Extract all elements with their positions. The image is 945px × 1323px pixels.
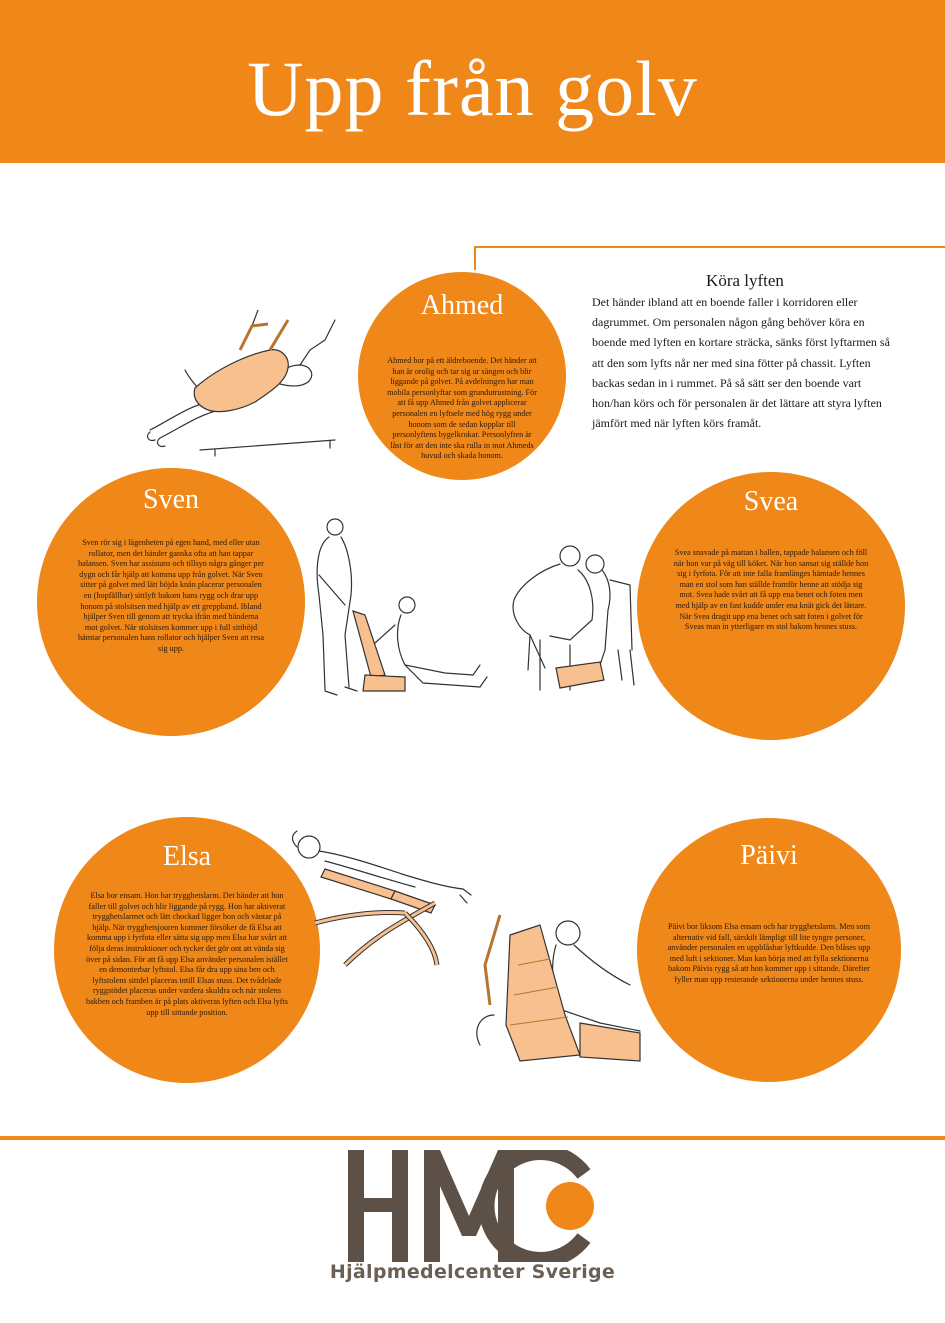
header-band [0, 0, 945, 163]
section-text: Det händer ibland att en boende faller i korridoren eller dagrummet. Om personalen någon gång behöver köra en boende med lyften en kortare sträcka, sänks först lyftarmen så att den som lyfts når ner med sina fötter på chassit. Lyften backas sedan in i rummet. På så sätt ser den boende vart hon/han körs och för personalen är det lättare att styra lyften jämfört med när lyften körs framåt. [592, 295, 890, 431]
story-name: Päivi [740, 840, 798, 871]
story-card-paivi [637, 818, 901, 1082]
seat-lift-illustration [305, 515, 495, 705]
page-title: Upp från golv [247, 45, 698, 132]
story-text: Sven rör sig i lägenheten på egen hand, med eller utan rollator, men det händer ganska ofta att han tappar balansen. Sven har assistans och tillsyn några gånger per dygn och får hjälp att komma upp från golvet. När Sven sitter på golvet med lätt böjda knän placerar personalen en (hopfällbar) sittlyft bakom hans rygg och drar upp honom på stolsitsen med hjälp av ett greppband. Ibland hjälper Sven till genom att trycka ifrån med händerna mot golvet. När stolsitsen kommer upp i full sitthöjd hämtar personalen hans rollator och hjälper Sven att resa sig upp. [78, 538, 264, 653]
logo-tagline: Hjälpmedelcenter Sverige [329, 1261, 616, 1283]
story-card-sven [37, 468, 305, 736]
hmc-logo [348, 1150, 598, 1262]
footer-divider [0, 1136, 945, 1140]
chair-support-illustration [500, 540, 640, 705]
story-text: Svea snavade på mattan i hallen, tappade balansen och föll när hon var på väg till köket. När hon sansat sig ställde hon sig i fyrfota. För att inte falla framlänges hämtade hennes man en stol som han ställde framför henne att stödja sig mot. Svea hade svårt att få upp ena benet och foten men med hjälp av en fast kudde under ena knät gick det lättare. När Svea dragit upp ena benet och satt foten i golvet för Sveas man in ytterligare en stol bakom hennes stuss. [673, 548, 869, 632]
inflatable-cushion-illustration [470, 905, 645, 1065]
story-name: Svea [743, 486, 799, 517]
leader-line [474, 246, 476, 270]
story-card-ahmed [358, 272, 566, 480]
lift-chair-illustration [285, 825, 475, 970]
sling-lift-illustration [140, 310, 345, 460]
story-card-svea [637, 472, 905, 740]
story-text: Päivi bor liksom Elsa ensam och har trygghetslarm. Men som alternativ vid fall, särskilt lämpligt till lite tyngre personer, använder personalen en uppblåsbar lyftkudde. Den blåses upp med luft i sektioner. Man kan börja med att fylla sektionerna bakom Päivis rygg så att hon kommer upp i sittande. Därefter fyller man upp resterande sektionerna under hennes stuss. [667, 922, 871, 984]
story-name: Elsa [162, 841, 212, 872]
story-text: Ahmed bor på ett äldreboende. Det händer att han är orolig och tar sig ur sängen och blir liggande på golvet. På avdelningen har man mobila personlyftar som grundutrustning. För att få upp Ahmed från golvet applicerar personalen en lyftsele med hög rygg under honom som de sedan kopplar till personlyftens bygelkrokar. Personlyften är låst för att den inte ska rulla in mot Ahmeds huvud och skada honom. [387, 356, 537, 461]
story-text: Elsa bor ensam. Hon har trygghetslarm. Det händer att hon faller till golvet och blir liggande på rygg. Hon har aktiverat trygghetslarmet och lätt chockad ligger hon och väntar på hjälp. När trygghetsjouren kommer försöker de få Elsa att komma upp i fyrfota eller sätta sig upp men Elsa har svårt att följa deras instruktioner och tycker det gör ont att vända sig över på sidan. För att få upp Elsa använder personalen istället en demonterbar lyftstol. Elsa får dra upp sina ben och lyftstolens sittdel placeras intill Elsas stuss. Det tvådelade ryggstödet placeras under vardera skuldra och när stolens bakben och framben är på plats aktiveras lyften och Elsa lyfts upp till sittande position. [86, 891, 288, 1017]
leader-line [475, 246, 945, 248]
story-name: Sven [143, 484, 199, 515]
story-card-elsa [54, 817, 320, 1083]
section-title: Köra lyften [706, 271, 784, 290]
story-name: Ahmed [420, 290, 504, 321]
